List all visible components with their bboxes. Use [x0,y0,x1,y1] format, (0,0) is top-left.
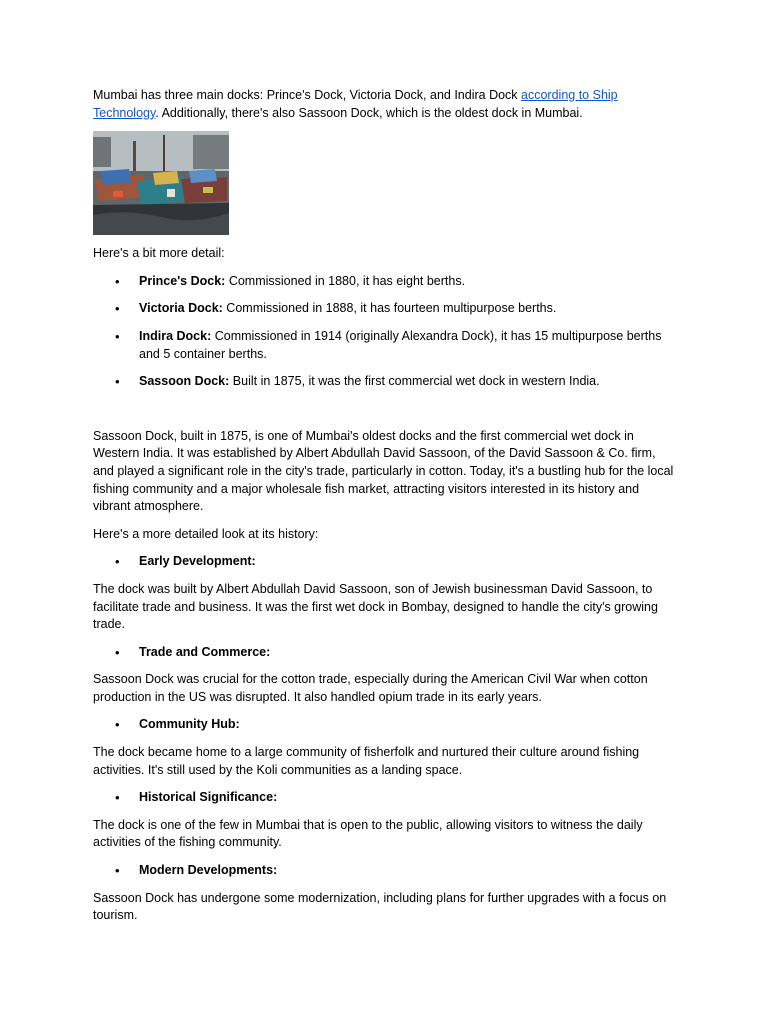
dock-text: Commissioned in 1880, it has eight berths. [225,273,466,288]
dock-name: Indira Dock: [139,328,212,343]
list-item [93,644,676,662]
history-bullet [93,789,676,807]
list-item [93,789,676,807]
dock-name: Sassoon Dock: [139,374,230,389]
history-paragraph: The dock was built by Albert Abdullah David Sassoon, son of Jewish businessman David Sassoon, to facilitate trade and business. It was the first wet dock in Bombay, designed to handle the city's growing trade. [93,581,658,632]
list-item [93,373,676,391]
dock-text: Built in 1875, it was the first commercial wet dock in western India. [229,374,600,389]
list-item [93,273,676,291]
detail-heading: Here's a bit more detail: [93,246,225,261]
history-title: Modern Developments: [139,863,278,878]
history-paragraph: The dock is one of the few in Mumbai that is open to the public, allowing visitors to witness the daily activities of the fishing community. [93,817,643,850]
history-title: Early Development: [139,554,256,569]
dock-list [93,273,676,391]
intro-text-start: Mumbai has three main docks: Prince's Dock, Victoria Dock, and Indira Dock [93,88,522,102]
history-bullet [93,862,676,880]
history-bullet [93,553,676,571]
history-bullet [93,644,676,662]
history-heading: Here's a more detailed look at its history: [93,526,319,541]
list-item [93,300,676,318]
dock-name: Prince's Dock: [139,273,226,288]
history-bullet [93,716,676,734]
history-title: Trade and Commerce: [139,644,271,659]
list-item [93,553,676,571]
history-paragraph: The dock became home to a large community of fisherfolk and nurtured their culture around fishing activities. It's still used by the Koli communities as a landing space. [93,745,640,777]
history-title: Historical Significance: [139,790,278,805]
dock-text: Commissioned in 1914 (originally Alexandra Dock), it has 15 multipurpose berths and 5 container berths. [139,328,662,361]
history-paragraph: Sassoon Dock has undergone some modernization, including plans for further upgrades with a focus on tourism. [93,890,667,923]
dock-text: Commissioned in 1888, it has fourteen multipurpose berths. [222,301,557,316]
ship-technology-link[interactable]: according to Ship Technology [93,88,618,120]
list-item [93,862,676,880]
intro-text-end: . Additionally, there's also Sassoon Dock, which is the oldest dock in Mumbai. [155,105,583,120]
history-paragraph: Sassoon Dock was crucial for the cotton trade, especially during the American Civil War when cotton production in the US was disrupted. It also handled opium trade in its early years. [93,672,648,704]
document-body [93,87,676,925]
history-title: Community Hub: [139,717,240,732]
sassoon-paragraph: Sassoon Dock, built in 1875, is one of Mumbai's oldest docks and the first commercial wet dock in Western India. It was established by Albert Abdullah David Sassoon, of the David Sassoon & Co. firm, and played a significant role in the city's trade, particularly in cotton. Today, it's a bustling hub for the local fishing community and a major wholesale fish market, attracting visitors interested in its history and vibrant atmosphere. [93,428,674,514]
intro-paragraph [93,87,676,122]
dock-boats-photo [93,131,229,235]
list-item [93,328,676,363]
spacer [93,391,676,418]
dock-name: Victoria Dock: [139,301,223,316]
list-item [93,716,676,734]
